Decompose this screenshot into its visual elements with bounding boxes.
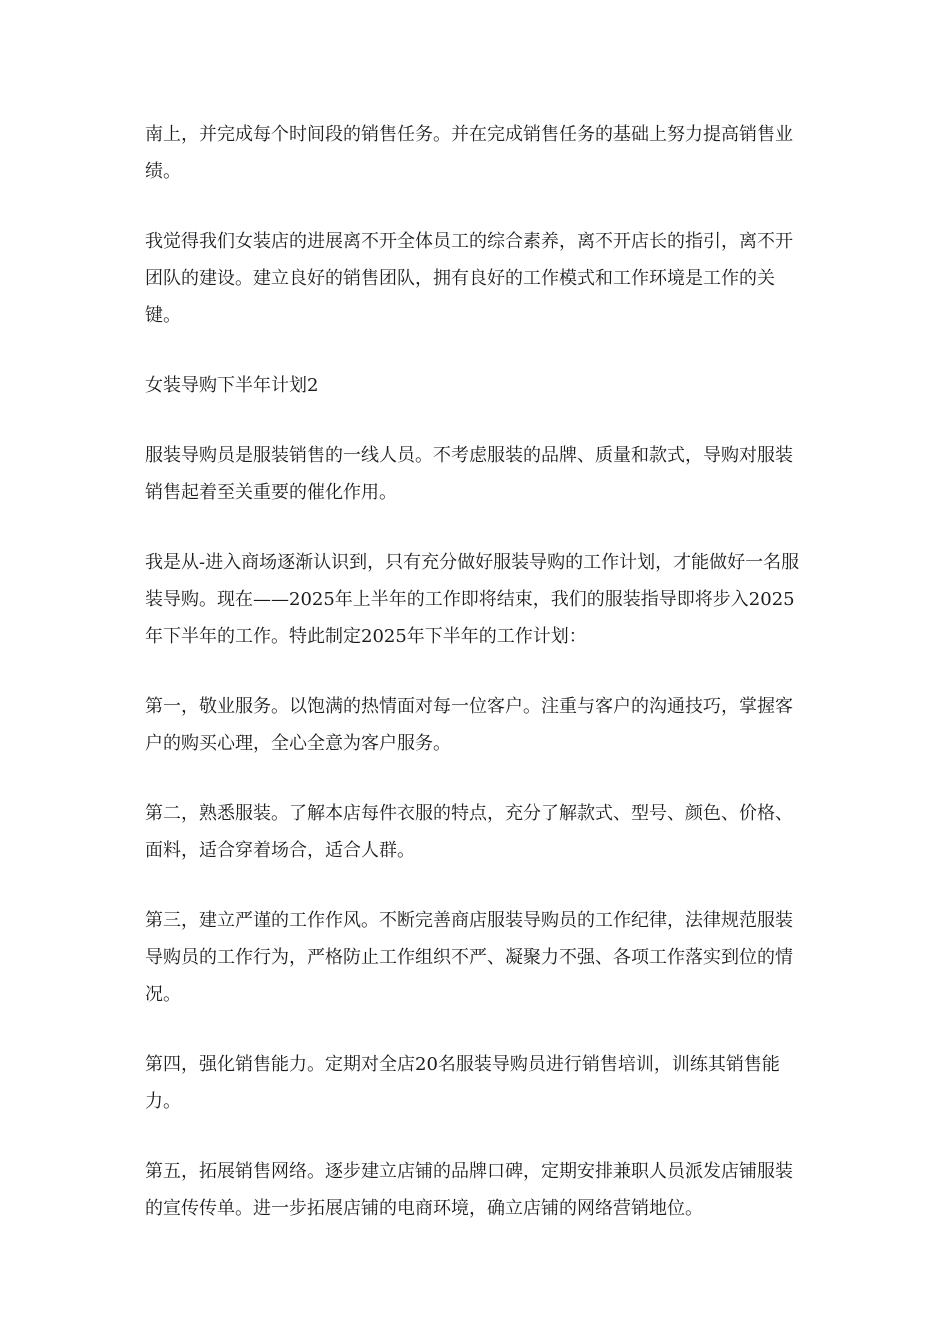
paragraph-point-3: 第三，建立严谨的工作作风。不断完善商店服装导购员的工作纪律，法律规范服装导购员的工作行为，严格防止工作组织不严、凝聚力不强、各项工作落实到位的情况。 bbox=[145, 910, 793, 1005]
paragraph-point-4: 第四，强化销售能力。定期对全店20名服装导购员进行销售培训，训练其销售能力。 bbox=[145, 1054, 780, 1112]
paragraph-role-of-sales-guide: 服装导购员是服装销售的一线人员。不考虑服装的品牌、质量和款式，导购对服装销售起着至关重要的催化作用。 bbox=[145, 445, 793, 503]
paragraph-plan-intro: 我是从-进入商场逐渐认识到，只有充分做好服装导购的工作计划，才能做好一名服装导购。现在——2025年上半年的工作即将结束，我们的服装指导即将步入2025年下半年的工作。特此制定2025年下半年的工作计划： bbox=[145, 552, 800, 647]
paragraph-point-1: 第一，敬业服务。以饱满的热情面对每一位客户。注重与客户的沟通技巧，掌握客户的购买心理，全心全意为客户服务。 bbox=[145, 696, 793, 754]
paragraph-point-5: 第五，拓展销售网络。逐步建立店铺的品牌口碑，定期安排兼职人员派发店铺服装的宣传传单。进一步拓展店铺的电商环境，确立店铺的网络营销地位。 bbox=[145, 1161, 793, 1219]
section-heading-plan-2: 女装导购下半年计划2 bbox=[145, 375, 319, 396]
paragraph-point-2: 第二，熟悉服装。了解本店每件衣服的特点，充分了解款式、型号、颜色、价格、面料，适合穿着场合，适合人群。 bbox=[145, 803, 793, 861]
document-body bbox=[145, 116, 810, 1227]
paragraph-team-building: 我觉得我们女装店的进展离不开全体员工的综合素养，离不开店长的指引，离不开团队的建设。建立良好的销售团队，拥有良好的工作模式和工作环境是工作的关键。 bbox=[145, 231, 793, 326]
paragraph-sales-tasks: 南上，并完成每个时间段的销售任务。并在完成销售任务的基础上努力提高销售业绩。 bbox=[145, 124, 793, 182]
